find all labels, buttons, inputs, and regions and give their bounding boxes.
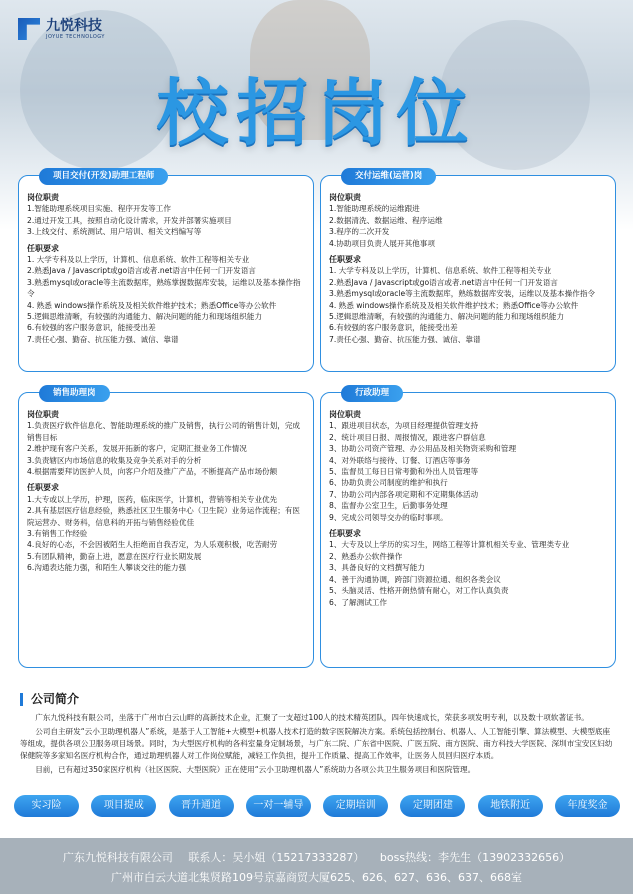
benefit-badge: 晋升通道 <box>169 795 234 817</box>
requirement-item: 3.熟悉mysql或oracle等主流数据库，熟练数据库安装，运维以及基本操作指令 <box>329 289 596 299</box>
logo-english: JOYUE TECHNOLOGY <box>46 33 105 40</box>
benefit-badge: 实习险 <box>14 795 79 817</box>
page-title: 校招岗位 <box>156 71 477 155</box>
requirement-item: 3.熟悉mysql或oracle等主流数据库，熟练掌握数据库安装，运维以及基本操作指令 <box>27 277 301 299</box>
intro-paragraph: 目前，已有超过350家医疗机构（社区医院、大型医院）正在使用“云小卫助理机器人”系统助力各项公共卫生服务项目和医院管理。 <box>35 765 476 774</box>
duty-item: 4.根据需要拜访医护人员，向客户介绍及推广产品，不断提高产品市场份额 <box>27 467 278 477</box>
footer-address: 广州市白云大道北集贤路109号京嘉商贸大厦625、626、627、636、637、668室 <box>111 871 522 884</box>
duty-item: 2.数据清洗、数据运维、程序运维 <box>329 215 443 225</box>
requirement-item: 6、了解测试工作 <box>329 597 387 607</box>
company-intro <box>20 693 614 778</box>
duty-item: 2.维护现有客户关系，发展开拓新的客户，定期汇报业务工作情况 <box>27 444 247 454</box>
requirement-item: 5.逻辑思维清晰，有较强的沟通能力、解决问题的能力和现场组织能力 <box>329 312 565 322</box>
requirement-item: 2.具有基层医疗信息经验，熟悉社区卫生服务中心（卫生院）业务运作流程；有医院运营办、财务科，信息科的开拓与销售经验优佳 <box>27 506 301 527</box>
intro-paragraph: 广东九悦科技有限公司，坐落于广州市白云山畔的高新技术企业，汇聚了一支超过100人的技术精英团队，四年快速成长，荣获多项发明专利，以及数十项软著证书。 <box>35 713 589 722</box>
duties-heading: 岗位职责 <box>27 410 59 419</box>
requirements-heading: 任职要求 <box>329 255 361 265</box>
duty-item: 3、协助公司资产管理、办公用品及相关物资采购和管理 <box>329 444 517 454</box>
duty-item: 3.程序的二次开发 <box>329 227 390 237</box>
intro-paragraph: 公司自主研发“云小卫助理机器人”系统，是基于人工智能+大模型+机器人技术打造的数字医院解决方案。系统包括控制台、机器人、人工智能引擎、算法模型、大模型底座等组成，提供各项公卫服务项目场景。同时，为大型医疗机构的各科室量身定制场景，与广东二院、广东省中医院、广医五院、南方医院、南方科技大学医院、深圳市宝安区妇幼保健院等多家知名医疗机构合作，通过助理机器人对工作岗位赋能，减轻工作负担，提升工作质量、提高工作效率，让医务人员回归医疗本质。 <box>20 727 613 760</box>
benefit-badge: 地铁附近 <box>478 795 543 817</box>
benefit-badge: 项目提成 <box>91 795 156 817</box>
company-logo <box>18 18 105 40</box>
requirements-heading: 任职要求 <box>27 243 59 253</box>
requirement-item: 3、具备良好的文档撰写能力 <box>329 563 425 573</box>
benefit-badge: 年度奖金 <box>555 795 620 817</box>
logo-mark-icon <box>18 18 40 40</box>
requirement-item: 1. 大学专科及以上学历，计算机、信息系统、软件工程等相关专业 <box>27 255 250 265</box>
duty-item: 7、协助公司内部各项定期和不定期集体活动 <box>329 489 479 499</box>
benefit-badge: 定期培训 <box>323 795 388 817</box>
duty-item: 4.协助项目负责人展开其他事项 <box>329 238 435 248</box>
duty-item: 4、对外联络与接待、订餐、订酒店等事务 <box>329 455 471 465</box>
requirement-item: 1.大专或以上学历，护理，医药，临床医学，计算机，营销等相关专业优先 <box>27 494 278 504</box>
requirement-item: 1. 大学专科及以上学历，计算机、信息系统、软件工程等相关专业 <box>329 266 552 276</box>
duty-item: 2.通过开发工具，按照自动化设计需求，开发并部署实施项目 <box>27 215 232 225</box>
duty-item: 1、跟进项目状态，为项目经理提供管理支持 <box>329 421 479 431</box>
job-title-tag: 行政助理 <box>341 385 403 402</box>
benefits-row <box>14 795 620 817</box>
duties-heading: 岗位职责 <box>27 193 59 202</box>
duty-item: 1.智能助理系统项目实施、程序开发等工作 <box>27 204 171 214</box>
job-card-ops <box>320 171 616 372</box>
duty-item: 9、完成公司领导交办的临时事项。 <box>329 512 448 522</box>
contact-footer <box>0 838 633 894</box>
requirement-item: 4. 熟悉 windows操作系统及及相关软件维护技术；熟悉Office等办公软件 <box>27 300 277 310</box>
footer-company: 广东九悦科技有限公司 <box>62 851 173 864</box>
duty-item: 1.负责医疗软件信息化、智能助理系统的推广及销售，执行公司的销售计划，完成销售目标 <box>27 421 301 442</box>
duties-heading: 岗位职责 <box>329 410 361 419</box>
duty-item: 2、统计项目日报、周报情况，跟进客户群信息 <box>329 432 486 442</box>
logo-name: 九悦科技 <box>46 17 102 34</box>
requirements-heading: 任职要求 <box>27 483 59 493</box>
requirement-item: 4.良好的心态，不会因被陌生人拒绝而自我否定，为人乐观积极，吃苦耐劳 <box>27 540 278 550</box>
duty-item: 5、监督员工每日日常考勤和外出人员管理等 <box>329 467 479 477</box>
job-title-tag: 项目交付(开发)助理工程师 <box>39 168 168 185</box>
footer-contact: 联系人：吴小姐（15217333287） <box>188 851 365 864</box>
requirement-item: 6.有较强的客户服务意识，能接受出差 <box>27 323 156 333</box>
requirement-item: 3.有销售工作经验 <box>27 529 88 539</box>
requirement-item: 5.有团队精神，勤奋上进，愿意在医疗行业长期发展 <box>27 551 202 561</box>
requirement-item: 5.逻辑思维清晰，有较强的沟通能力、解决问题的能力和现场组织能力 <box>27 312 263 322</box>
requirement-item: 6.有较强的客户服务意识，能接受出差 <box>329 323 458 333</box>
job-title-tag: 交付运维(运营)岗 <box>341 168 436 185</box>
requirements-heading: 任职要求 <box>329 529 361 539</box>
requirement-item: 2.熟悉Java / Javascript或go语言或者.net语言中任何一门开发语言 <box>27 266 256 276</box>
job-card-sales-assistant <box>18 388 314 668</box>
requirement-item: 7.责任心强、勤奋、抗压能力强、诚信、靠谱 <box>27 334 179 344</box>
duty-item: 3.上线交付、系统测试、用户培训、相关文档编写等 <box>27 227 202 237</box>
footer-boss-hotline: boss热线：李先生（13902332656） <box>379 851 571 864</box>
job-card-admin-assistant <box>320 388 616 668</box>
job-card-delivery-engineer <box>18 171 314 372</box>
intro-heading: 公司简介 <box>20 693 614 706</box>
requirement-item: 2、熟悉办公软件操作 <box>329 551 403 561</box>
duty-item: 8、监督办公室卫生，后勤事务处理 <box>329 501 448 511</box>
job-title-tag: 销售助理岗 <box>39 385 110 402</box>
requirement-item: 6.沟通表达能力强，和陌生人攀谈交往的能力强 <box>27 563 187 573</box>
benefit-badge: 一对一辅导 <box>246 795 311 817</box>
duty-item: 1.智能助理系统的运维跟进 <box>329 204 420 214</box>
requirement-item: 1、大专及以上学历的实习生，网络工程等计算机相关专业、管理类专业 <box>329 540 570 550</box>
requirement-item: 7.责任心强、勤奋、抗压能力强、诚信、靠谱 <box>329 334 481 344</box>
duty-item: 6、协助负责公司制度的维护和执行 <box>329 478 448 488</box>
requirement-item: 4. 熟悉 windows操作系统及及相关软件维护技术；熟悉Office等办公软件 <box>329 300 579 310</box>
requirement-item: 4、善于沟通协调，跨部门资源拉通、组织各类会议 <box>329 574 501 584</box>
benefit-badge: 定期团建 <box>400 795 465 817</box>
duties-heading: 岗位职责 <box>329 193 361 202</box>
requirement-item: 5、头脑灵活、性格开朗热情有耐心，对工作认真负责 <box>329 586 509 596</box>
duty-item: 3.负责辖区内市场信息的收集及竞争关系对手的分析 <box>27 455 202 465</box>
requirement-item: 2.熟悉Java / Javascript或go语言或者.net语言中任何一门开发语言 <box>329 277 558 287</box>
